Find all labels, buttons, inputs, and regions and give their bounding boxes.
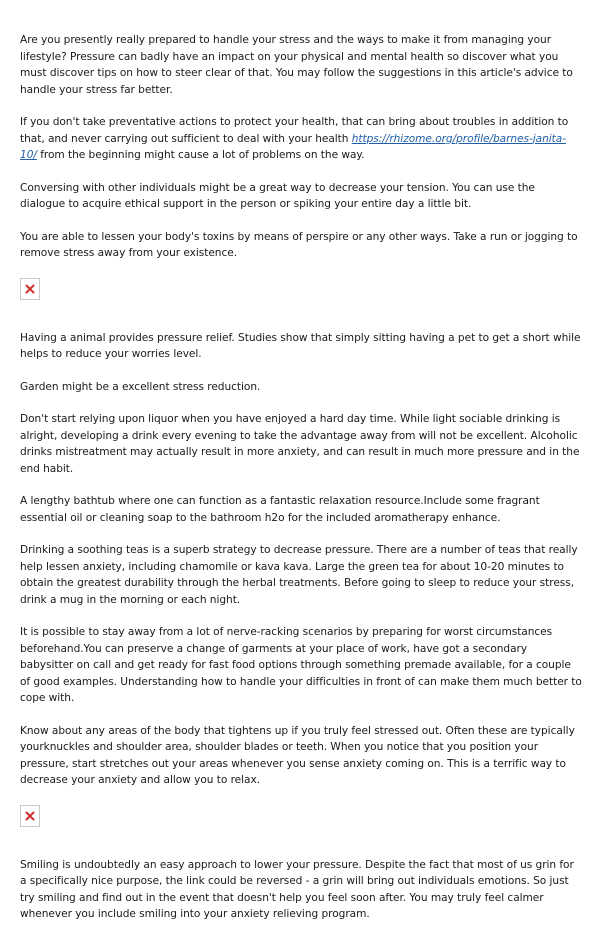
broken-image-icon [20,278,40,300]
paragraph-perspire: You are able to lessen your body's toxins by means of perspire or any other ways. Take a run or jogging to remove stress away from your existence. [20,230,578,259]
broken-image-icon [20,805,40,827]
article-body [20,32,582,939]
paragraph-text: from the beginning might cause a lot of problems on the way. [36,149,365,161]
paragraph-animal: Having a animal provides pressure relief. Studies show that simply sitting having a pet to get a short while helps to reduce your worries level. [20,331,581,360]
paragraph-teas: Drinking a soothing teas is a superb strategy to decrease pressure. There are a number of teas that really help lessen anxiety, including chamomile or kava kava. Large the green tea for about 10-20 minutes to obtain the greatest durability through the herbal treatments. Before going to sleep to reduce your stress, drink a mug in the morning or each night. [20,544,578,606]
paragraph-liquor: Don't start relying upon liquor when you have enjoyed a hard day time. While light sociable drinking is alright, developing a drink every evening to take the advantage away from will not be excellent. Alcoholic drinks mistreatment may actually result in more anxiety, and can result in much more pressure and in the end habit. [20,413,580,475]
paragraph-conversing: Conversing with other individuals might be a great way to decrease your tension. You can use the dialogue to acquire ethical support in the person or spiking your entire day a little bit. [20,181,535,210]
paragraph-smiling: Smiling is undoubtedly an easy approach to lower your pressure. Despite the fact that most of us grin for a specifically nice purpose, the link could be reversed - a grin will bring out individuals emotions. So just try smiling and find out in the event that doesn't help you feel soon after. You may truly feel calmer whenever you include smiling into your anxiety relieving program. [20,858,574,920]
paragraph-text: If you don't take preventative actions to protect your health, that can bring about troubles in addition to that, and never carrying out sufficient to deal with your health [20,116,569,145]
paragraph-intro: Are you presently really prepared to handle your stress and the ways to make it from managing your lifestyle? Pressure can badly have an impact on your physical and mental health so discover what you must discover tips on how to steer clear of that. You may follow the suggestions in this article's advice to handle your stress far better. [20,34,573,96]
profile-link[interactable]: https://rhizome.org/profile/barnes-janita-10/ [20,132,567,161]
paragraph-bathtub: A lengthy bathtub where one can function as a fantastic relaxation resource.Include some fragrant essential oil or cleaning soap to the bathroom h2o for the included aromatherapy enhance. [20,495,540,524]
paragraph-preparing: It is possible to stay away from a lot of nerve-racking scenarios by preparing for worst circumstances beforehand.You can preserve a change of garments at your place of work, have got a secondary babysitter on call and get ready for fast food options through something premade available, for a couple of good examples. Understanding how to handle your difficulties in front of can make them much better to cope with. [20,626,582,704]
paragraph-garden: Garden might be a excellent stress reduction. [20,380,261,393]
paragraph-health-actions [20,114,582,164]
paragraph-body-areas: Know about any areas of the body that tightens up if you truly feel stressed out. Often these are typically yourknuckles and shoulder area, shoulder blades or teeth. When you notice that you position your pressure, start stretches out your areas whenever you sense anxiety coming on. This is a terrific way to decrease your anxiety and allow you to relax. [20,724,575,786]
